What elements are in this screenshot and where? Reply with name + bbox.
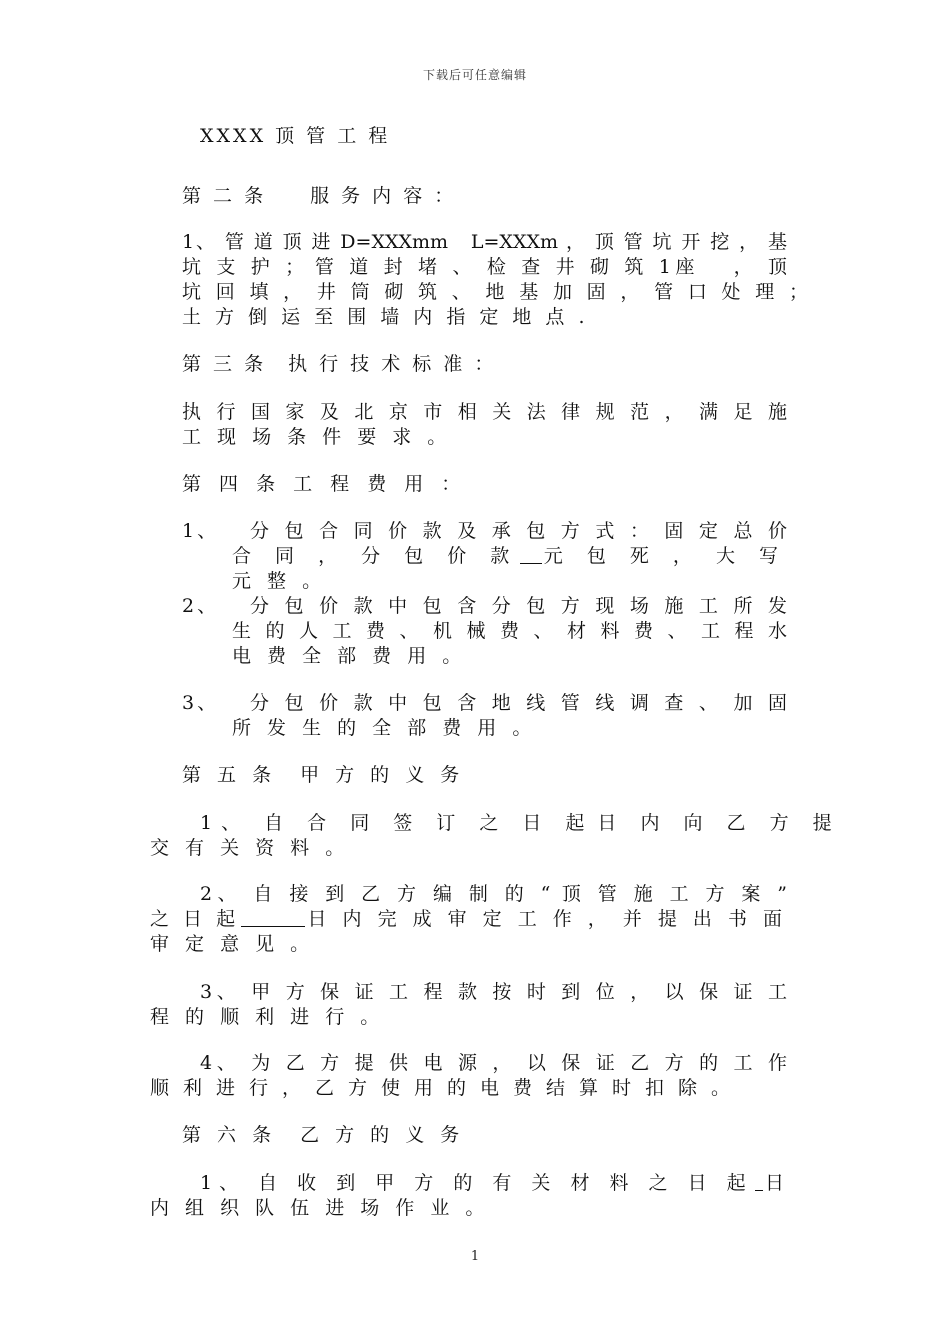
article-4-heading: 第 四 条 工 程 费 用 ： xyxy=(182,473,467,495)
article-6-heading: 第 六 条 乙 方 的 义 务 xyxy=(182,1124,465,1146)
article-4-item-3-line-2: 所 发 生 的 全 部 费 用 。 xyxy=(232,717,537,739)
article-5-para-2-line-2-b: 日 内 完 成 审 定 工 作 ， 并 提 出 书 面 xyxy=(307,908,787,930)
article-5-para-2-line-3: 审 定 意 见 。 xyxy=(150,933,315,955)
article-2-line-3: 坑 回 填 ， 井 筒 砌 筑 、 地 基 加 固 ， 管 口 处 理 ； xyxy=(182,281,808,303)
article-2-line-4: 土 方 倒 运 至 围 墙 内 指 定 地 点 . xyxy=(182,306,589,328)
article-3-line-2: 工 现 场 条 件 要 求 。 xyxy=(182,426,452,448)
page-number: 1 xyxy=(470,1249,480,1264)
article-5-para-1-line-2: 交 有 关 资 料 。 xyxy=(150,837,350,859)
article-5-para-2-line-1: 2、 自 接 到 乙 方 编 制 的 “ 顶 管 施 工 方 案 ” xyxy=(200,883,787,905)
article-5-para-2-line-2-a: 之 日 起 xyxy=(150,908,240,930)
article-4-item-1-line-2 xyxy=(232,544,787,568)
article-5-para-4-line-1: 4、 为 乙 方 提 供 电 源 ， 以 保 证 乙 方 的 工 作 xyxy=(200,1052,787,1074)
article-4-item-2-line-3: 电 费 全 部 费 用 。 xyxy=(232,645,467,667)
article-6-para-1-line-1-a: 1、 自 收 到 甲 方 的 有 关 材 料 之 日 起 xyxy=(200,1172,753,1194)
article-2-line-1: 1、 管 道 顶 进 D=XXXmm L=XXXm ， 顶 管 坑 开 挖 ， 基 xyxy=(182,231,787,253)
article-5-para-1-line-1-a: 1、 自 合 同 签 订 之 日 起 xyxy=(200,812,594,834)
article-5-para-1-line-1 xyxy=(200,811,841,835)
article-5-para-4-line-2: 顺 利 进 行 ， 乙 方 使 用 的 电 费 结 算 时 扣 除 。 xyxy=(150,1077,730,1099)
article-5-para-3-line-2: 程 的 顺 利 进 行 。 xyxy=(150,1006,385,1028)
article-4-item-2-line-1: 分 包 价 款 中 包 含 分 包 方 现 场 施 工 所 发 xyxy=(250,595,787,617)
article-2-heading: 第 二 条 服 务 内 容 ： xyxy=(182,185,457,207)
article-5-para-2-line-2 xyxy=(150,907,787,931)
article-4-item-1-line-2-b: 元 包 死 ， 大 写 xyxy=(543,545,787,567)
article-5-para-1-line-1-b: 日 内 向 乙 方 提 xyxy=(597,812,841,834)
article-4-item-3-number: 3、 xyxy=(182,692,220,714)
article-4-item-2-number: 2、 xyxy=(182,595,220,617)
article-5-para-3-line-1: 3、 甲 方 保 证 工 程 款 按 时 到 位 ， 以 保 证 工 xyxy=(200,981,787,1003)
article-5-heading: 第 五 条 甲 方 的 义 务 xyxy=(182,764,465,786)
article-6-para-1-line-1 xyxy=(200,1171,787,1195)
article-4-item-3-line-1: 分 包 价 款 中 包 含 地 线 管 线 调 查 、 加 固 xyxy=(250,692,787,714)
article-2-line-2: 坑 支 护 ； 管 道 封 堵 、 检 查 井 砌 筑 1座 ， 顶 xyxy=(182,256,787,278)
article-6-para-1-line-1-b: 日 xyxy=(764,1172,787,1194)
article-4-item-1-line-1: 分 包 合 同 价 款 及 承 包 方 式 ： 固 定 总 价 xyxy=(250,520,787,542)
article-4-item-1-line-2-a: 合 同 ， 分 包 价 款 xyxy=(232,545,519,567)
article-4-item-1-line-3: 元 整 。 xyxy=(232,570,327,592)
article-3-line-1: 执 行 国 家 及 北 京 市 相 关 法 律 规 范 ， 满 足 施 xyxy=(182,401,787,423)
page-header: 下载后可任意编辑 xyxy=(422,68,527,82)
document-title: XXXX 顶 管 工 程 xyxy=(200,125,391,147)
article-4-item-2-line-2: 生 的 人 工 费 、 机 械 费 、 材 料 费 、 工 程 水 xyxy=(232,620,787,642)
article-3-heading: 第 三 条 执 行 技 术 标 准 ： xyxy=(182,353,497,375)
days-field-2[interactable] xyxy=(241,907,305,927)
article-4-item-1-number: 1、 xyxy=(182,520,220,542)
article-6-para-1-line-2: 内 组 织 队 伍 进 场 作 业 。 xyxy=(150,1197,490,1219)
contract-price-field[interactable] xyxy=(520,544,542,564)
days-field-3[interactable] xyxy=(755,1171,763,1191)
